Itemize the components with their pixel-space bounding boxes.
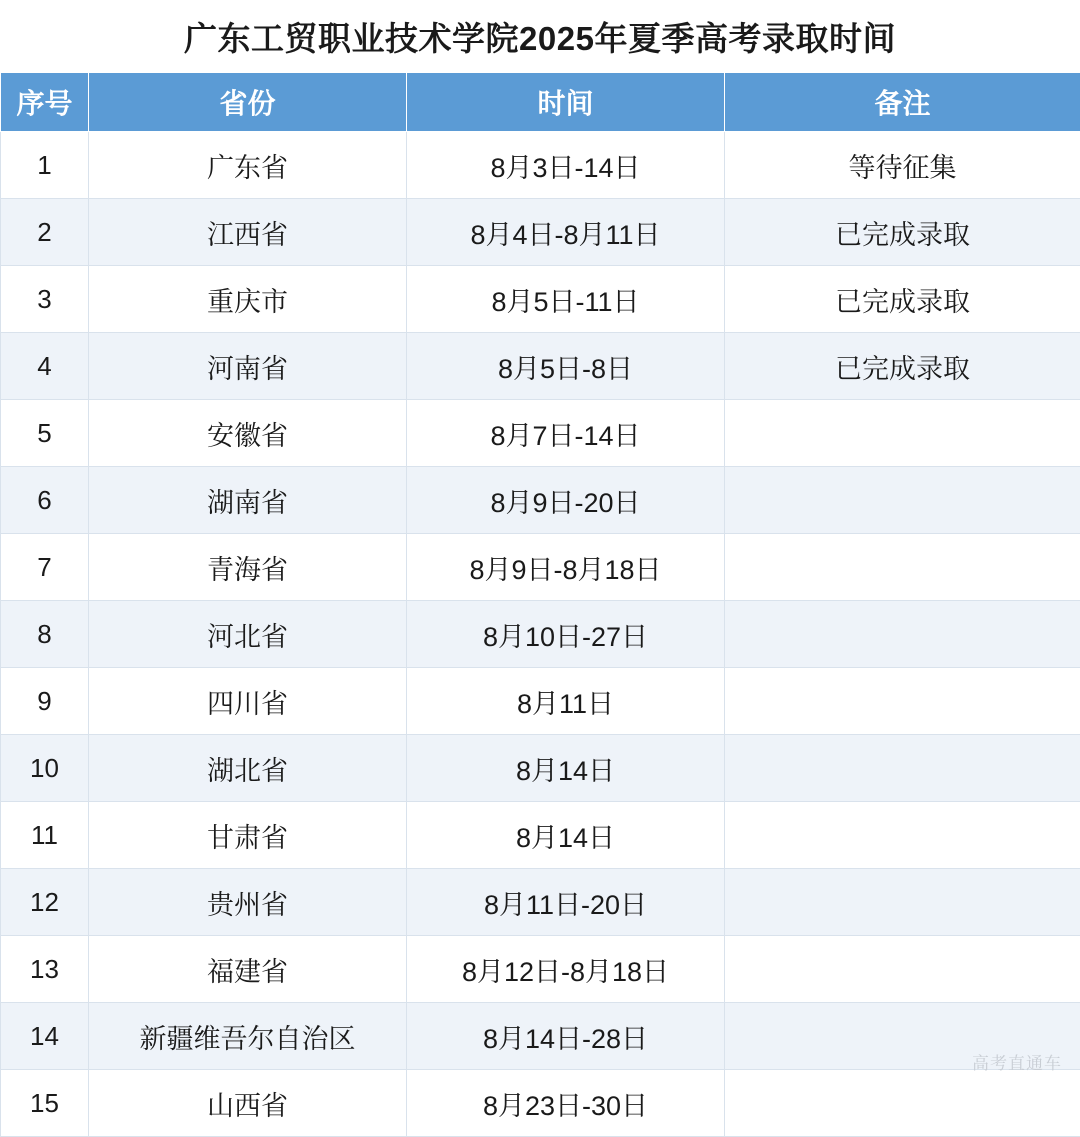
- cell-time: 8月11日: [407, 668, 725, 735]
- cell-index: 4: [1, 333, 89, 400]
- cell-index: 14: [1, 1003, 89, 1070]
- table-row: [1, 467, 1080, 534]
- table-row: [1, 132, 1080, 199]
- column-header-time: 时间: [407, 73, 725, 132]
- cell-time: 8月14日-28日: [407, 1003, 725, 1070]
- cell-note: 已完成录取: [725, 199, 1080, 266]
- table-row: [1, 534, 1080, 601]
- table-row: [1, 802, 1080, 869]
- cell-province: 湖北省: [89, 735, 407, 802]
- table-row: [1, 266, 1080, 333]
- table-row: [1, 869, 1080, 936]
- cell-note: 已完成录取: [725, 333, 1080, 400]
- admission-schedule-table: [0, 73, 1080, 1137]
- cell-province: 甘肃省: [89, 802, 407, 869]
- cell-note: [725, 735, 1080, 802]
- table-header-row: [1, 73, 1080, 132]
- table-row: [1, 668, 1080, 735]
- cell-time: 8月4日-8月11日: [407, 199, 725, 266]
- cell-note: [725, 802, 1080, 869]
- cell-province: 新疆维吾尔自治区: [89, 1003, 407, 1070]
- cell-province: 贵州省: [89, 869, 407, 936]
- cell-time: 8月9日-20日: [407, 467, 725, 534]
- table-row: [1, 400, 1080, 467]
- cell-time: 8月14日: [407, 802, 725, 869]
- cell-index: 11: [1, 802, 89, 869]
- cell-note: [725, 1003, 1080, 1070]
- table-header: [1, 73, 1080, 132]
- cell-time: 8月12日-8月18日: [407, 936, 725, 1003]
- cell-index: 6: [1, 467, 89, 534]
- table-row: [1, 1003, 1080, 1070]
- cell-province: 广东省: [89, 132, 407, 199]
- cell-index: 1: [1, 132, 89, 199]
- table-row: [1, 936, 1080, 1003]
- cell-note: 已完成录取: [725, 266, 1080, 333]
- table-row: [1, 601, 1080, 668]
- table-row: [1, 1070, 1080, 1137]
- cell-index: 2: [1, 199, 89, 266]
- cell-note: [725, 400, 1080, 467]
- cell-province: 湖南省: [89, 467, 407, 534]
- cell-time: 8月23日-30日: [407, 1070, 725, 1137]
- column-header-province: 省份: [89, 73, 407, 132]
- cell-province: 山西省: [89, 1070, 407, 1137]
- cell-index: 7: [1, 534, 89, 601]
- cell-province: 重庆市: [89, 266, 407, 333]
- cell-index: 5: [1, 400, 89, 467]
- cell-province: 青海省: [89, 534, 407, 601]
- cell-province: 河北省: [89, 601, 407, 668]
- table-row: [1, 199, 1080, 266]
- cell-time: 8月10日-27日: [407, 601, 725, 668]
- cell-time: 8月5日-8日: [407, 333, 725, 400]
- cell-note: [725, 869, 1080, 936]
- cell-time: 8月5日-11日: [407, 266, 725, 333]
- cell-province: 江西省: [89, 199, 407, 266]
- cell-province: 安徽省: [89, 400, 407, 467]
- cell-index: 15: [1, 1070, 89, 1137]
- table-body: [1, 132, 1080, 1137]
- cell-time: 8月3日-14日: [407, 132, 725, 199]
- cell-province: 四川省: [89, 668, 407, 735]
- cell-note: 等待征集: [725, 132, 1080, 199]
- page-title: 广东工贸职业技术学院2025年夏季高考录取时间: [0, 0, 1080, 73]
- cell-index: 10: [1, 735, 89, 802]
- column-header-index: 序号: [1, 73, 89, 132]
- cell-index: 13: [1, 936, 89, 1003]
- cell-note: [725, 467, 1080, 534]
- cell-note: [725, 1070, 1080, 1137]
- cell-note: [725, 534, 1080, 601]
- cell-index: 8: [1, 601, 89, 668]
- cell-index: 12: [1, 869, 89, 936]
- cell-province: 福建省: [89, 936, 407, 1003]
- cell-time: 8月9日-8月18日: [407, 534, 725, 601]
- cell-time: 8月11日-20日: [407, 869, 725, 936]
- cell-index: 3: [1, 266, 89, 333]
- cell-index: 9: [1, 668, 89, 735]
- cell-note: [725, 668, 1080, 735]
- cell-time: 8月14日: [407, 735, 725, 802]
- cell-note: [725, 936, 1080, 1003]
- cell-note: [725, 601, 1080, 668]
- table-row: [1, 735, 1080, 802]
- watermark: 高考直通车: [972, 1049, 1062, 1074]
- column-header-note: 备注: [725, 73, 1080, 132]
- cell-province: 河南省: [89, 333, 407, 400]
- cell-time: 8月7日-14日: [407, 400, 725, 467]
- table-row: [1, 333, 1080, 400]
